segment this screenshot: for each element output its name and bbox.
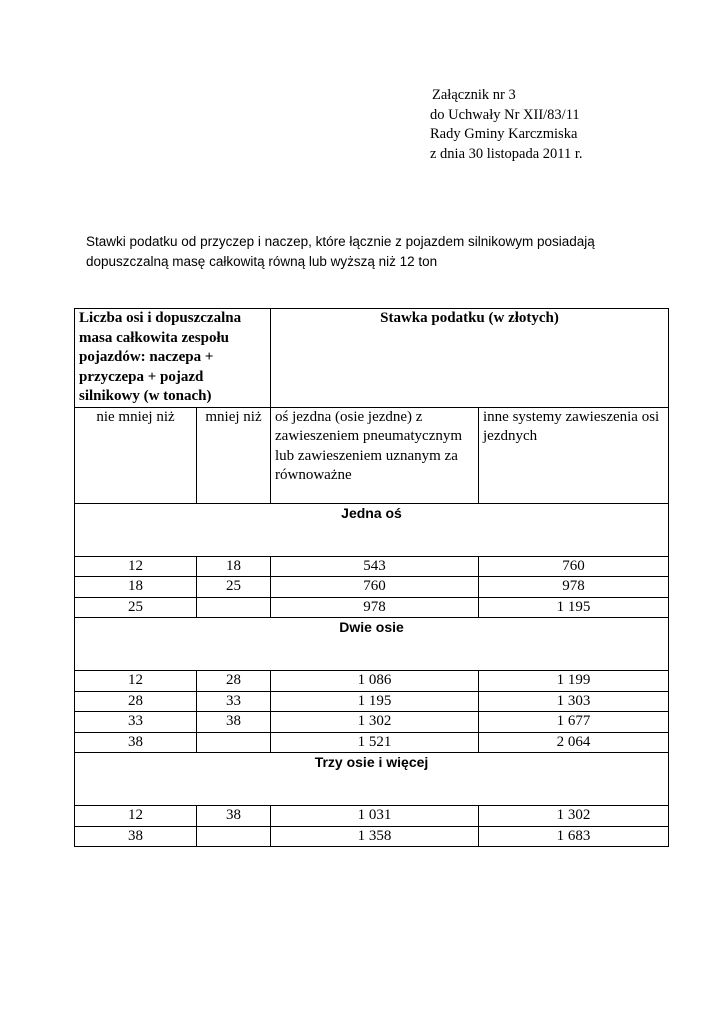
cell-rate-other: 1 199 <box>479 671 669 692</box>
cell-rate-other: 1 683 <box>479 826 669 847</box>
col-other-suspension: inne systemy zawieszenia osi jezdnych <box>479 407 669 503</box>
cell-rate-pneumatic: 1 195 <box>271 691 479 712</box>
cell-rate-pneumatic: 1 086 <box>271 671 479 692</box>
cell-min: 38 <box>75 826 197 847</box>
section-title: Trzy osie i więcej <box>75 753 669 806</box>
col-less-than: mniej niż <box>197 407 271 503</box>
intro-paragraph <box>86 232 686 271</box>
header-axles-mass: Liczba osi i dopuszczalna masa całkowita zespołu pojazdów: naczepa + przyczepa + pojazd silnikowy (w tonach) <box>75 309 271 408</box>
table-row <box>75 732 669 753</box>
cell-min: 33 <box>75 712 197 733</box>
cell-min: 28 <box>75 691 197 712</box>
col-pneumatic-suspension: oś jezdna (osie jezdne) z zawieszeniem pneumatycznym lub zawieszeniem uznanym za równoważne <box>271 407 479 503</box>
cell-max: 38 <box>197 806 271 827</box>
cell-max <box>197 826 271 847</box>
annex-number: Załącznik nr 3 <box>432 87 516 103</box>
table-row <box>75 806 669 827</box>
cell-max: 38 <box>197 712 271 733</box>
table-row <box>75 597 669 618</box>
tax-rate-table <box>74 308 669 847</box>
section-row <box>75 618 669 671</box>
col-not-less-than: nie mniej niż <box>75 407 197 503</box>
cell-max <box>197 597 271 618</box>
cell-rate-other: 1 195 <box>479 597 669 618</box>
cell-max <box>197 732 271 753</box>
cell-rate-other: 2 064 <box>479 732 669 753</box>
cell-rate-pneumatic: 1 521 <box>271 732 479 753</box>
annex-note <box>430 86 583 164</box>
cell-max: 28 <box>197 671 271 692</box>
cell-min: 12 <box>75 556 197 577</box>
table-row <box>75 691 669 712</box>
cell-min: 18 <box>75 577 197 598</box>
table-header-row <box>75 309 669 408</box>
table-subheader-row <box>75 407 669 503</box>
cell-min: 12 <box>75 671 197 692</box>
cell-min: 12 <box>75 806 197 827</box>
annex-resolution: do Uchwały Nr XII/83/11 <box>430 106 580 123</box>
cell-min: 25 <box>75 597 197 618</box>
cell-rate-other: 978 <box>479 577 669 598</box>
cell-rate-pneumatic: 1 302 <box>271 712 479 733</box>
cell-rate-other: 1 303 <box>479 691 669 712</box>
cell-rate-other: 1 677 <box>479 712 669 733</box>
table-row <box>75 556 669 577</box>
header-tax-rate: Stawka podatku (w złotych) <box>271 309 669 408</box>
cell-rate-pneumatic: 760 <box>271 577 479 598</box>
cell-rate-pneumatic: 1 031 <box>271 806 479 827</box>
table-row <box>75 577 669 598</box>
cell-rate-pneumatic: 1 358 <box>271 826 479 847</box>
annex-council: Rady Gminy Karczmiska <box>430 126 578 142</box>
cell-max: 33 <box>197 691 271 712</box>
cell-max: 18 <box>197 556 271 577</box>
table-row <box>75 712 669 733</box>
intro-line-2: dopuszczalną masę całkowitą równą lub wyższą niż 12 ton <box>86 253 438 269</box>
section-title: Dwie osie <box>75 618 669 671</box>
intro-line-1: Stawki podatku od przyczep i naczep, które łącznie z pojazdem silnikowym posiadają <box>86 234 595 249</box>
cell-max: 25 <box>197 577 271 598</box>
cell-rate-pneumatic: 978 <box>271 597 479 618</box>
table-row <box>75 826 669 847</box>
cell-min: 38 <box>75 732 197 753</box>
annex-date: z dnia 30 listopada 2011 r. <box>430 145 583 162</box>
section-title: Jedna oś <box>75 503 669 556</box>
cell-rate-other: 1 302 <box>479 806 669 827</box>
cell-rate-other: 760 <box>479 556 669 577</box>
section-row <box>75 753 669 806</box>
table-row <box>75 671 669 692</box>
cell-rate-pneumatic: 543 <box>271 556 479 577</box>
section-row <box>75 503 669 556</box>
